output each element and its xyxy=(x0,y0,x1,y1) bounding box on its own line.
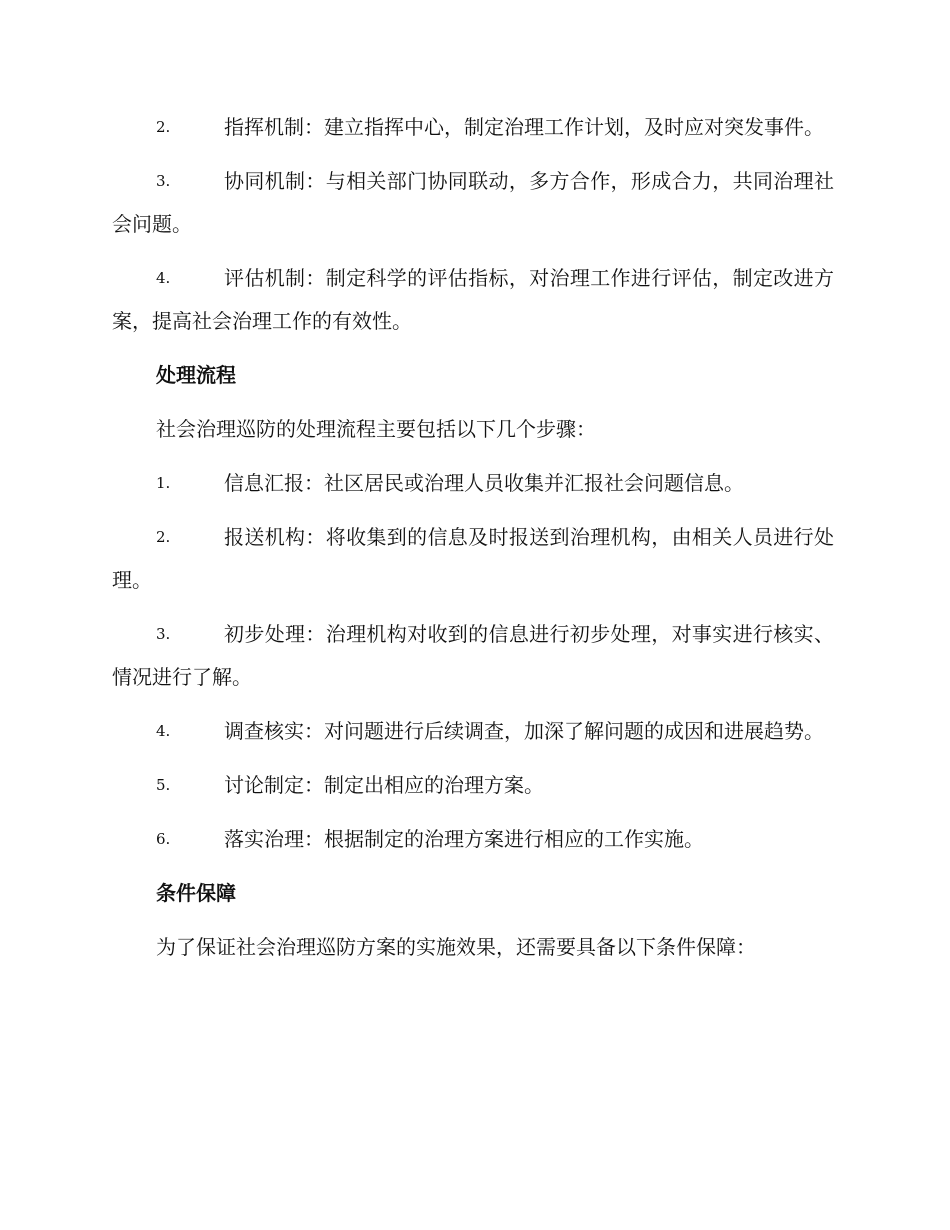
section-heading-process: 处理流程 xyxy=(156,363,236,387)
process-step xyxy=(112,516,834,602)
mechanism-item xyxy=(112,257,834,343)
process-step xyxy=(112,710,834,753)
list-text: 报送机构：将收集到的信息及时报送到治理机构，由相关人员进行处理。 xyxy=(112,525,834,592)
list-number: 1. xyxy=(156,474,171,492)
list-number: 5. xyxy=(156,776,171,794)
document-content xyxy=(112,106,834,980)
list-number: 4. xyxy=(156,269,171,287)
list-text: 落实治理：根据制定的治理方案进行相应的工作实施。 xyxy=(224,827,704,851)
list-number: 3. xyxy=(156,625,171,643)
conditions-intro: 为了保证社会治理巡防方案的实施效果，还需要具备以下条件保障： xyxy=(156,935,756,959)
mechanism-item xyxy=(112,106,834,149)
list-number: 2. xyxy=(156,118,171,136)
process-step xyxy=(112,462,834,505)
process-step xyxy=(112,613,834,699)
list-text: 指挥机制：建立指挥中心，制定治理工作计划，及时应对突发事件。 xyxy=(224,115,824,139)
process-step xyxy=(112,818,834,861)
list-text: 讨论制定：制定出相应的治理方案。 xyxy=(224,773,544,797)
list-number: 4. xyxy=(156,722,171,740)
list-text: 信息汇报：社区居民或治理人员收集并汇报社会问题信息。 xyxy=(224,471,744,495)
process-step xyxy=(112,764,834,807)
list-text: 调查核实：对问题进行后续调查，加深了解问题的成因和进展趋势。 xyxy=(224,719,824,743)
list-number: 2. xyxy=(156,528,171,546)
list-text: 评估机制：制定科学的评估指标，对治理工作进行评估，制定改进方案，提高社会治理工作的有效性。 xyxy=(112,266,834,333)
list-text: 初步处理：治理机构对收到的信息进行初步处理，对事实进行核实、情况进行了解。 xyxy=(112,622,834,689)
list-text: 协同机制：与相关部门协同联动，多方合作，形成合力，共同治理社会问题。 xyxy=(112,169,834,236)
list-number: 3. xyxy=(156,172,171,190)
list-number: 6. xyxy=(156,830,171,848)
section-heading-conditions: 条件保障 xyxy=(156,881,236,905)
process-intro: 社会治理巡防的处理流程主要包括以下几个步骤： xyxy=(156,417,596,441)
mechanism-item xyxy=(112,160,834,246)
